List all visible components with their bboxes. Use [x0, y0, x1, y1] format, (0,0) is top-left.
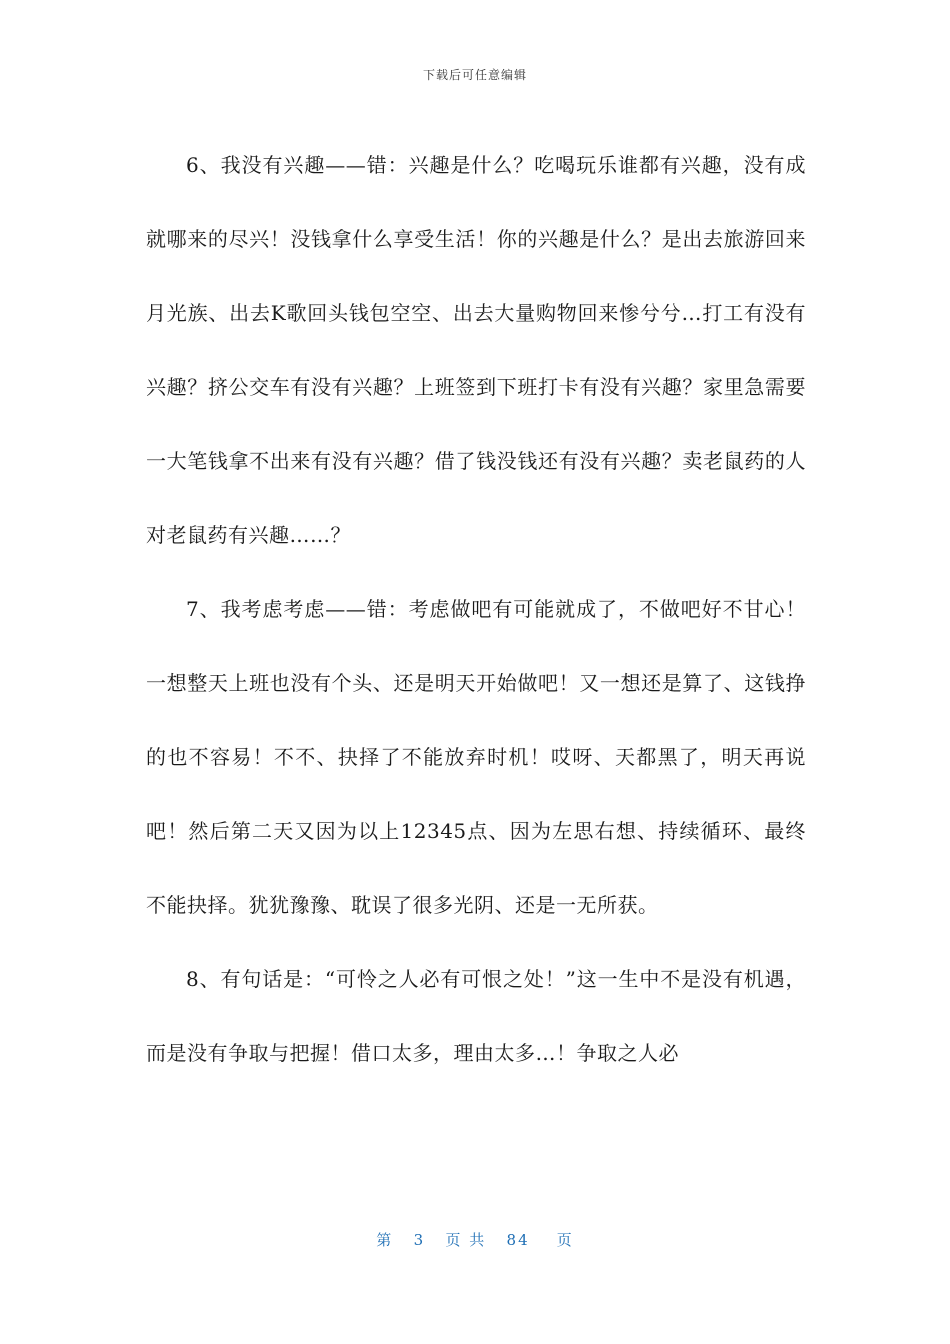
paragraph-8: 8、有句话是：“可怜之人必有可恨之处！”这一生中不是没有机遇，而是没有争取与把握！借口太多，理由太多…！争取之人必: [146, 967, 806, 1065]
page-header: 下载后可任意编辑: [422, 68, 527, 82]
page-footer: [0, 1229, 950, 1250]
paragraph-6: 6、我没有兴趣——错：兴趣是什么？吃喝玩乐谁都有兴趣，没有成就哪来的尽兴！没钱拿什么享受生活！你的兴趣是什么？是出去旅游回来月光族、出去K歌回头钱包空空、出去大量购物回来惨兮兮…打工有没有兴趣？挤公交车有没有兴趣？上班签到下班打卡有没有兴趣？家里急需要一大笔钱拿不出来有没有兴趣？借了钱没钱还有没有兴趣？卖老鼠药的人对老鼠药有兴趣……？: [146, 153, 806, 547]
footer-middle: 页 共: [445, 1231, 487, 1249]
current-page-number: 3: [413, 1231, 426, 1249]
footer-prefix: 第: [376, 1231, 394, 1249]
total-pages-number: 84: [506, 1231, 530, 1249]
footer-suffix: 页: [556, 1231, 574, 1249]
document-body: [146, 128, 806, 1090]
paragraph-7: 7、我考虑考虑——错：考虑做吧有可能就成了，不做吧好不甘心！一想整天上班也没有个头、还是明天开始做吧！又一想还是算了、这钱挣的也不容易！不不、抉择了不能放弃时机！哎呀、天都黑了，明天再说吧！然后第二天又因为以上12345点、因为左思右想、持续循环、最终不能抉择。犹犹豫豫、耽误了很多光阴、还是一无所获。: [146, 597, 806, 917]
